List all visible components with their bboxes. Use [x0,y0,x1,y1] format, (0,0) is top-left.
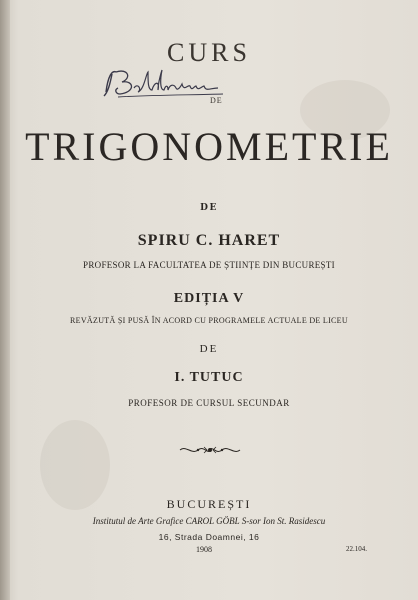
printer-line: Institutul de Arte Grafice CAROL GÖBL S-sor Ion St. Rasidescu [92,516,326,526]
publication-city: BUCUREȘTI [166,497,252,511]
by-label-coauthor: DE [199,343,219,355]
author-name: SPIRU C. HARET [137,232,281,249]
by-label: DE [200,203,218,213]
author-title: PROFESOR LA FACULTATEA DE ȘTIINȚE DIN BUCUREȘTI [83,260,335,270]
handwritten-signature [98,64,228,100]
course-label: CURS [167,38,251,67]
edition-note: REVĂZUTĂ ȘI PUSĂ ÎN ACORD CU PROGRAMELE ACTUALE DE LICEU [70,316,348,325]
de-connector-small: DE [210,96,223,105]
edition-label: EDIȚIA V [173,291,245,306]
coauthor-name: I. TUTUC [174,370,244,385]
ornamental-divider-icon [178,443,242,457]
coauthor-title: PROFESOR DE CURSUL SECUNDAR [128,398,290,408]
publication-year: 1908 [196,545,212,554]
print-code: 22.104. [346,545,367,553]
book-title: TRIGONOMETRIE [25,124,393,169]
printer-address: 16, Strada Doamnei, 16 [158,532,260,542]
